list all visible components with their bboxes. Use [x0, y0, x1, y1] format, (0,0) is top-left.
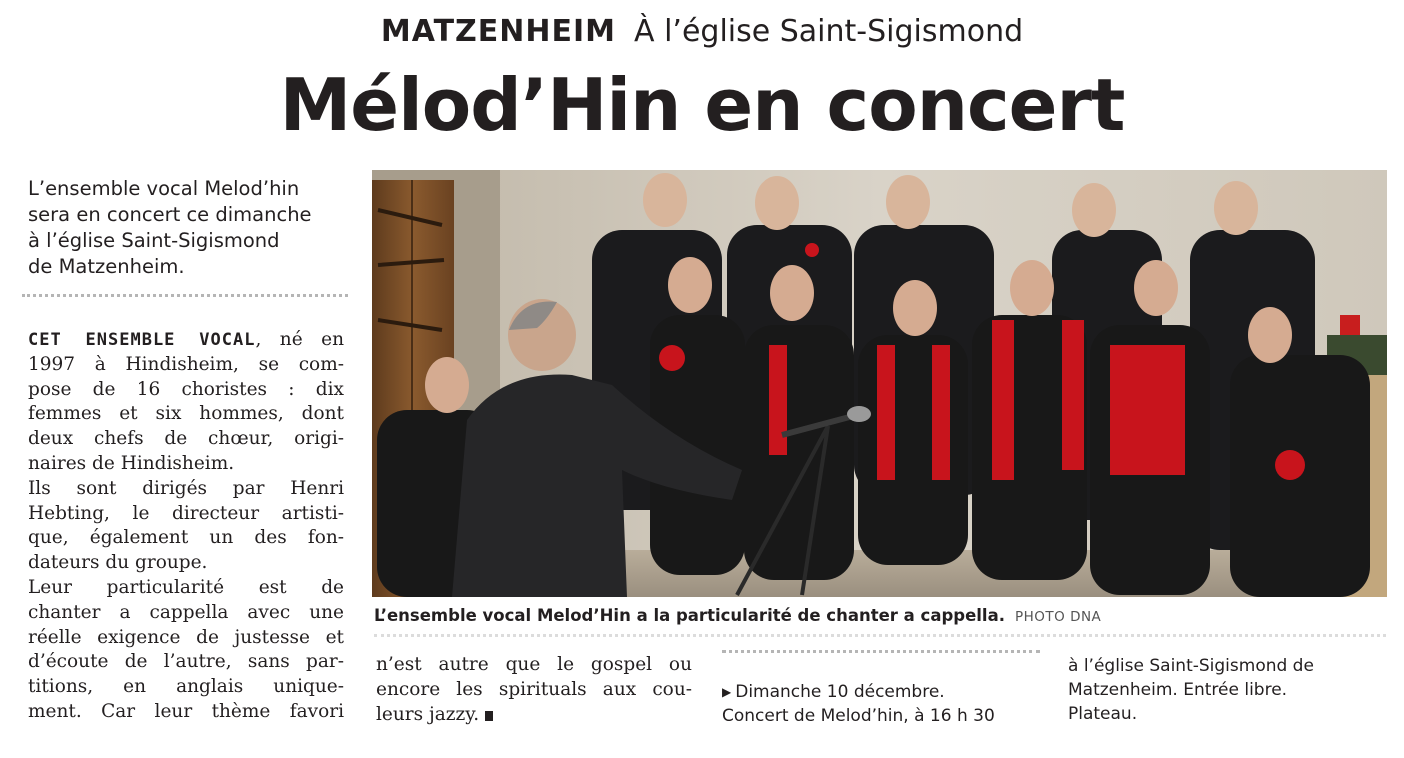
article-lede — [28, 176, 358, 280]
caption-divider — [374, 634, 1386, 637]
triangle-right-icon: ▶ — [722, 685, 732, 699]
info-divider — [722, 650, 1040, 653]
body-line: femmes et six hommes, dont — [28, 403, 344, 425]
body-line: d’écoute de l’autre, sans par- — [28, 651, 344, 673]
lede-line: de Matzenheim. — [28, 255, 185, 278]
choir-photo — [372, 170, 1387, 597]
lede-line: L’ensemble vocal Melod’hin — [28, 177, 300, 200]
body-line: encore les spirituals aux cou- — [376, 678, 692, 700]
caption-text: L’ensemble vocal Melod’Hin a la particularité de chanter a cappella. — [374, 606, 1005, 625]
article-kicker — [0, 12, 1404, 52]
photo-caption — [374, 606, 1101, 625]
article-body-column-2 — [376, 653, 692, 727]
body-line: CET ENSEMBLE VOCAL, né en — [28, 329, 345, 350]
kicker-text: À l’église Saint-Sigismond — [634, 14, 1024, 49]
article-headline: Mélod’Hin en concert — [279, 63, 1125, 147]
body-line: chanter a cappella avec une — [28, 601, 344, 623]
body-line: Hebting, le directeur artisti- — [28, 502, 344, 524]
event-info-line: Plateau. — [1068, 704, 1138, 724]
body-line: 1997 à Hindisheim, se com- — [28, 353, 344, 375]
body-line: titions, en anglais unique- — [28, 676, 344, 698]
event-info-line: Concert de Melod’hin, à 16 h 30 — [722, 706, 995, 726]
event-info-column-1 — [722, 680, 995, 728]
body-line: n’est autre que le gospel ou — [376, 654, 692, 675]
event-info-line: à l’église Saint-Sigismond de — [1068, 656, 1314, 676]
body-line: pose de 16 choristes : dix — [28, 378, 344, 400]
body-line: leurs jazzy. — [376, 703, 692, 728]
lede-line: à l’église Saint-Sigismond — [28, 229, 280, 252]
body-line: Leur particularité est de — [28, 576, 344, 598]
event-info-column-2 — [1068, 654, 1314, 726]
lede-divider — [22, 294, 348, 297]
location-label: MATZENHEIM — [380, 14, 617, 49]
body-line: ment. Car leur thème favori — [28, 700, 344, 722]
body-line: que, également un des fon- — [28, 527, 344, 549]
lede-line: sera en concert ce dimanche — [28, 203, 312, 226]
body-line: naires de Hindisheim. — [28, 452, 235, 474]
body-line: deux chefs de chœur, origi- — [28, 428, 344, 450]
end-of-article-mark — [485, 711, 493, 721]
event-date-line: ▶ Dimanche 10 décembre. — [722, 682, 945, 702]
photo-credit: PHOTO DNA — [1014, 609, 1102, 625]
event-info-line: Matzenheim. Entrée libre. — [1068, 680, 1288, 700]
body-line: dateurs du groupe. — [28, 552, 208, 574]
body-line: Ils sont dirigés par Henri — [28, 477, 344, 499]
body-line: réelle exigence de justesse et — [28, 626, 344, 648]
body-lead-in: CET ENSEMBLE VOCAL — [28, 330, 256, 350]
article-body-column-1 — [28, 328, 344, 725]
